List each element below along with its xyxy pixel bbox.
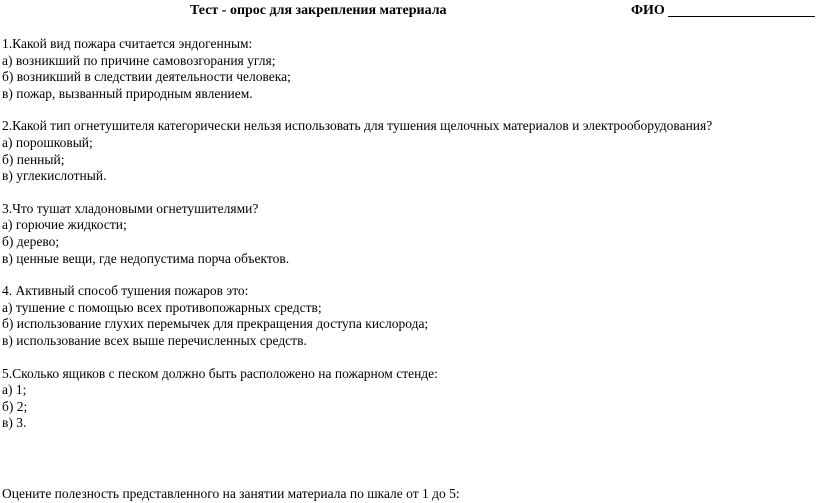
answer-option: в) ценные вещи, где недопустима порча объектов. bbox=[2, 250, 290, 266]
question-5 bbox=[2, 366, 814, 432]
answer-option: в) использование всех выше перечисленных средств. bbox=[2, 332, 307, 348]
document-title: Тест - опрос для закрепления материала bbox=[190, 3, 447, 18]
answer-option: а) горючие жидкости; bbox=[2, 217, 127, 233]
answer-option: б) пенный; bbox=[2, 151, 65, 167]
question-text: 3.Что тушат хладоновыми огнетушителями? bbox=[2, 200, 259, 216]
question-text: 4. Активный способ тушения пожаров это: bbox=[2, 283, 249, 299]
answer-option: в) пожар, вызванный природным явлением. bbox=[2, 85, 253, 101]
answer-option: а) возникший по причине самовозгорания угля; bbox=[2, 52, 276, 68]
question-text: 2.Какой тип огнетушителя категорически нельзя использовать для тушения щелочных материалов и электрооборудования? bbox=[2, 118, 713, 134]
answer-option: б) использование глухих перемычек для прекращения доступа кислорода; bbox=[2, 316, 429, 332]
rating-prompt: Оцените полезность представленного на занятии материала по шкале от 1 до 5: bbox=[2, 486, 460, 501]
question-3 bbox=[2, 201, 814, 267]
question-list bbox=[2, 36, 814, 448]
document-header bbox=[0, 2, 816, 20]
answer-option: б) 2; bbox=[2, 398, 28, 414]
question-4 bbox=[2, 283, 814, 349]
answer-option: а) порошковый; bbox=[2, 134, 93, 150]
question-1 bbox=[2, 36, 814, 102]
answer-option: а) 1; bbox=[2, 382, 27, 398]
question-text: 1.Какой вид пожара считается эндогенным: bbox=[2, 36, 253, 51]
answer-option: б) дерево; bbox=[2, 233, 60, 249]
question-2 bbox=[2, 118, 814, 184]
fio-label: ФИО bbox=[631, 3, 665, 18]
question-text: 5.Сколько ящиков с песком должно быть расположено на пожарном стенде: bbox=[2, 365, 438, 381]
answer-option: в) углекислотный. bbox=[2, 168, 107, 184]
answer-option: а) тушение с помощью всех противопожарных средств; bbox=[2, 299, 322, 315]
answer-option: в) 3. bbox=[2, 415, 27, 431]
answer-option: б) возникший в следствии деятельности человека; bbox=[2, 69, 291, 85]
fio-blank-line bbox=[668, 16, 815, 17]
